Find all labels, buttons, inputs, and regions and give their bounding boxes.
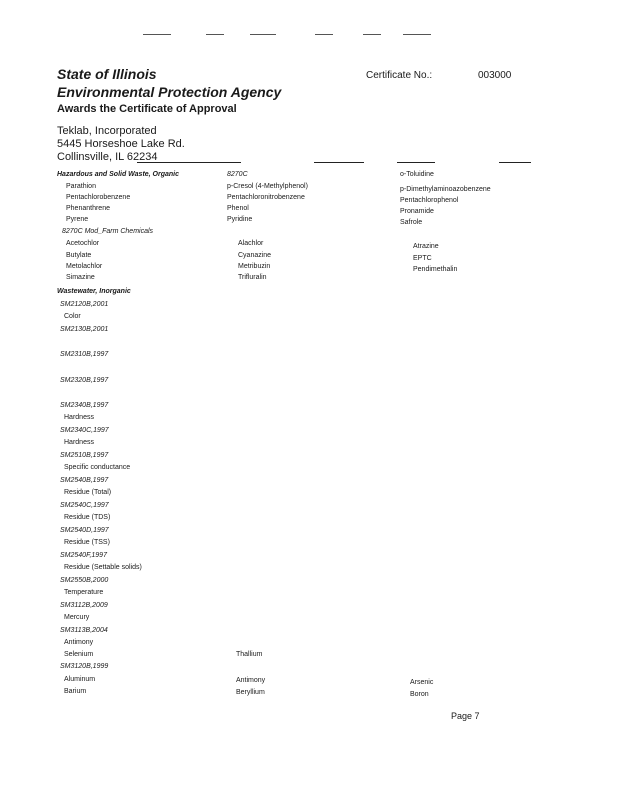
analyte: Acetochlor [66,240,100,247]
divider [137,162,241,163]
top-mark [363,34,381,35]
analyte: p-Dimethylaminoazobenzene [400,186,491,193]
top-mark [315,34,333,35]
method-label: SM3120B,1999 [60,663,109,670]
subtitle: Awards the Certificate of Approval [57,103,237,115]
method-label: SM2540B,1997 [60,477,109,484]
analyte: Barium [64,688,87,695]
analyte: Selenium [64,651,94,658]
analyte: Parathion [66,183,96,190]
analyte: Pentachlorobenzene [66,194,131,201]
analyte: Pronamide [400,208,434,215]
analyte: Antimony [64,639,94,646]
method-label: SM2510B,1997 [60,452,109,459]
analyte: Boron [410,691,429,698]
analyte: Pendimethalin [413,266,458,273]
method-label: SM2320B,1997 [60,377,109,384]
top-mark [206,34,224,35]
analyte: Antimony [236,677,266,684]
method-label: SM2340C,1997 [60,427,109,434]
analyte: Cyanazine [238,252,272,259]
lab-address: 5445 Horseshoe Lake Rd. [57,138,185,150]
analyte: Specific conductance [64,464,131,471]
analyte: Trifluralin [238,274,267,281]
analyte: EPTC [413,255,432,262]
analyte: Color [64,313,81,320]
analyte: Hardness [64,439,94,446]
analyte: Pyrene [66,216,89,223]
analyte: Metolachlor [66,263,103,270]
method-label: SM2540C,1997 [60,502,109,509]
analyte: Metribuzin [238,263,271,270]
method-label: 8270C [227,171,248,178]
analyte: Phenanthrene [66,205,110,212]
section-heading: Wastewater, Inorganic [57,288,131,295]
method-label: SM2310B,1997 [60,351,109,358]
analyte: Aluminum [64,676,96,683]
analyte: Pyridine [227,216,253,223]
analyte: Alachlor [238,240,264,247]
top-mark [143,34,171,35]
analyte: Phenol [227,205,249,212]
page-title: State of Illinois [57,66,157,82]
analyte: Residue (TDS) [64,514,111,521]
method-label: SM3113B,2004 [60,627,108,634]
analyte: Mercury [64,614,90,621]
section-heading: Hazardous and Solid Waste, Organic [57,171,180,178]
analyte: Thallium [236,651,263,658]
method-label: SM2540D,1997 [60,527,109,534]
analyte: Temperature [64,589,104,596]
analyte: Simazine [66,274,95,281]
analyte: p-Cresol (4-Methylphenol) [227,183,308,190]
method-label: 8270C Mod_Farm Chemicals [62,228,154,235]
top-mark [403,34,431,35]
analyte: o-Toluidine [400,171,434,178]
analyte: Atrazine [413,243,439,250]
analyte: Beryllium [236,689,265,696]
method-label: SM2550B,2000 [60,577,109,584]
analyte: Residue (TSS) [64,539,110,546]
analyte: Arsenic [410,679,434,686]
method-label: SM2120B,2001 [60,301,109,308]
analyte: Residue (Settable solids) [64,564,142,571]
lab-city: Collinsville, IL 62234 [57,151,158,163]
analyte: Butylate [66,252,92,259]
divider [314,162,364,163]
analyte: Pentachlorophenol [400,197,459,204]
page-number: Page 7 [451,711,480,721]
divider [397,162,435,163]
method-label: SM2540F,1997 [60,552,107,559]
analyte: Hardness [64,414,94,421]
analyte: Pentachloronitrobenzene [227,194,305,201]
lab-name: Teklab, Incorporated [57,125,157,137]
agency-name: Environmental Protection Agency [57,84,282,100]
divider [499,162,531,163]
method-label: SM2340B,1997 [60,402,109,409]
certificate-number: 003000 [478,70,512,81]
analyte: Residue (Total) [64,489,112,496]
method-label: SM3112B,2009 [60,602,108,609]
analyte: Safrole [400,219,423,226]
method-label: SM2130B,2001 [60,326,109,333]
certificate-label: Certificate No.: [366,70,433,81]
top-mark [250,34,276,35]
